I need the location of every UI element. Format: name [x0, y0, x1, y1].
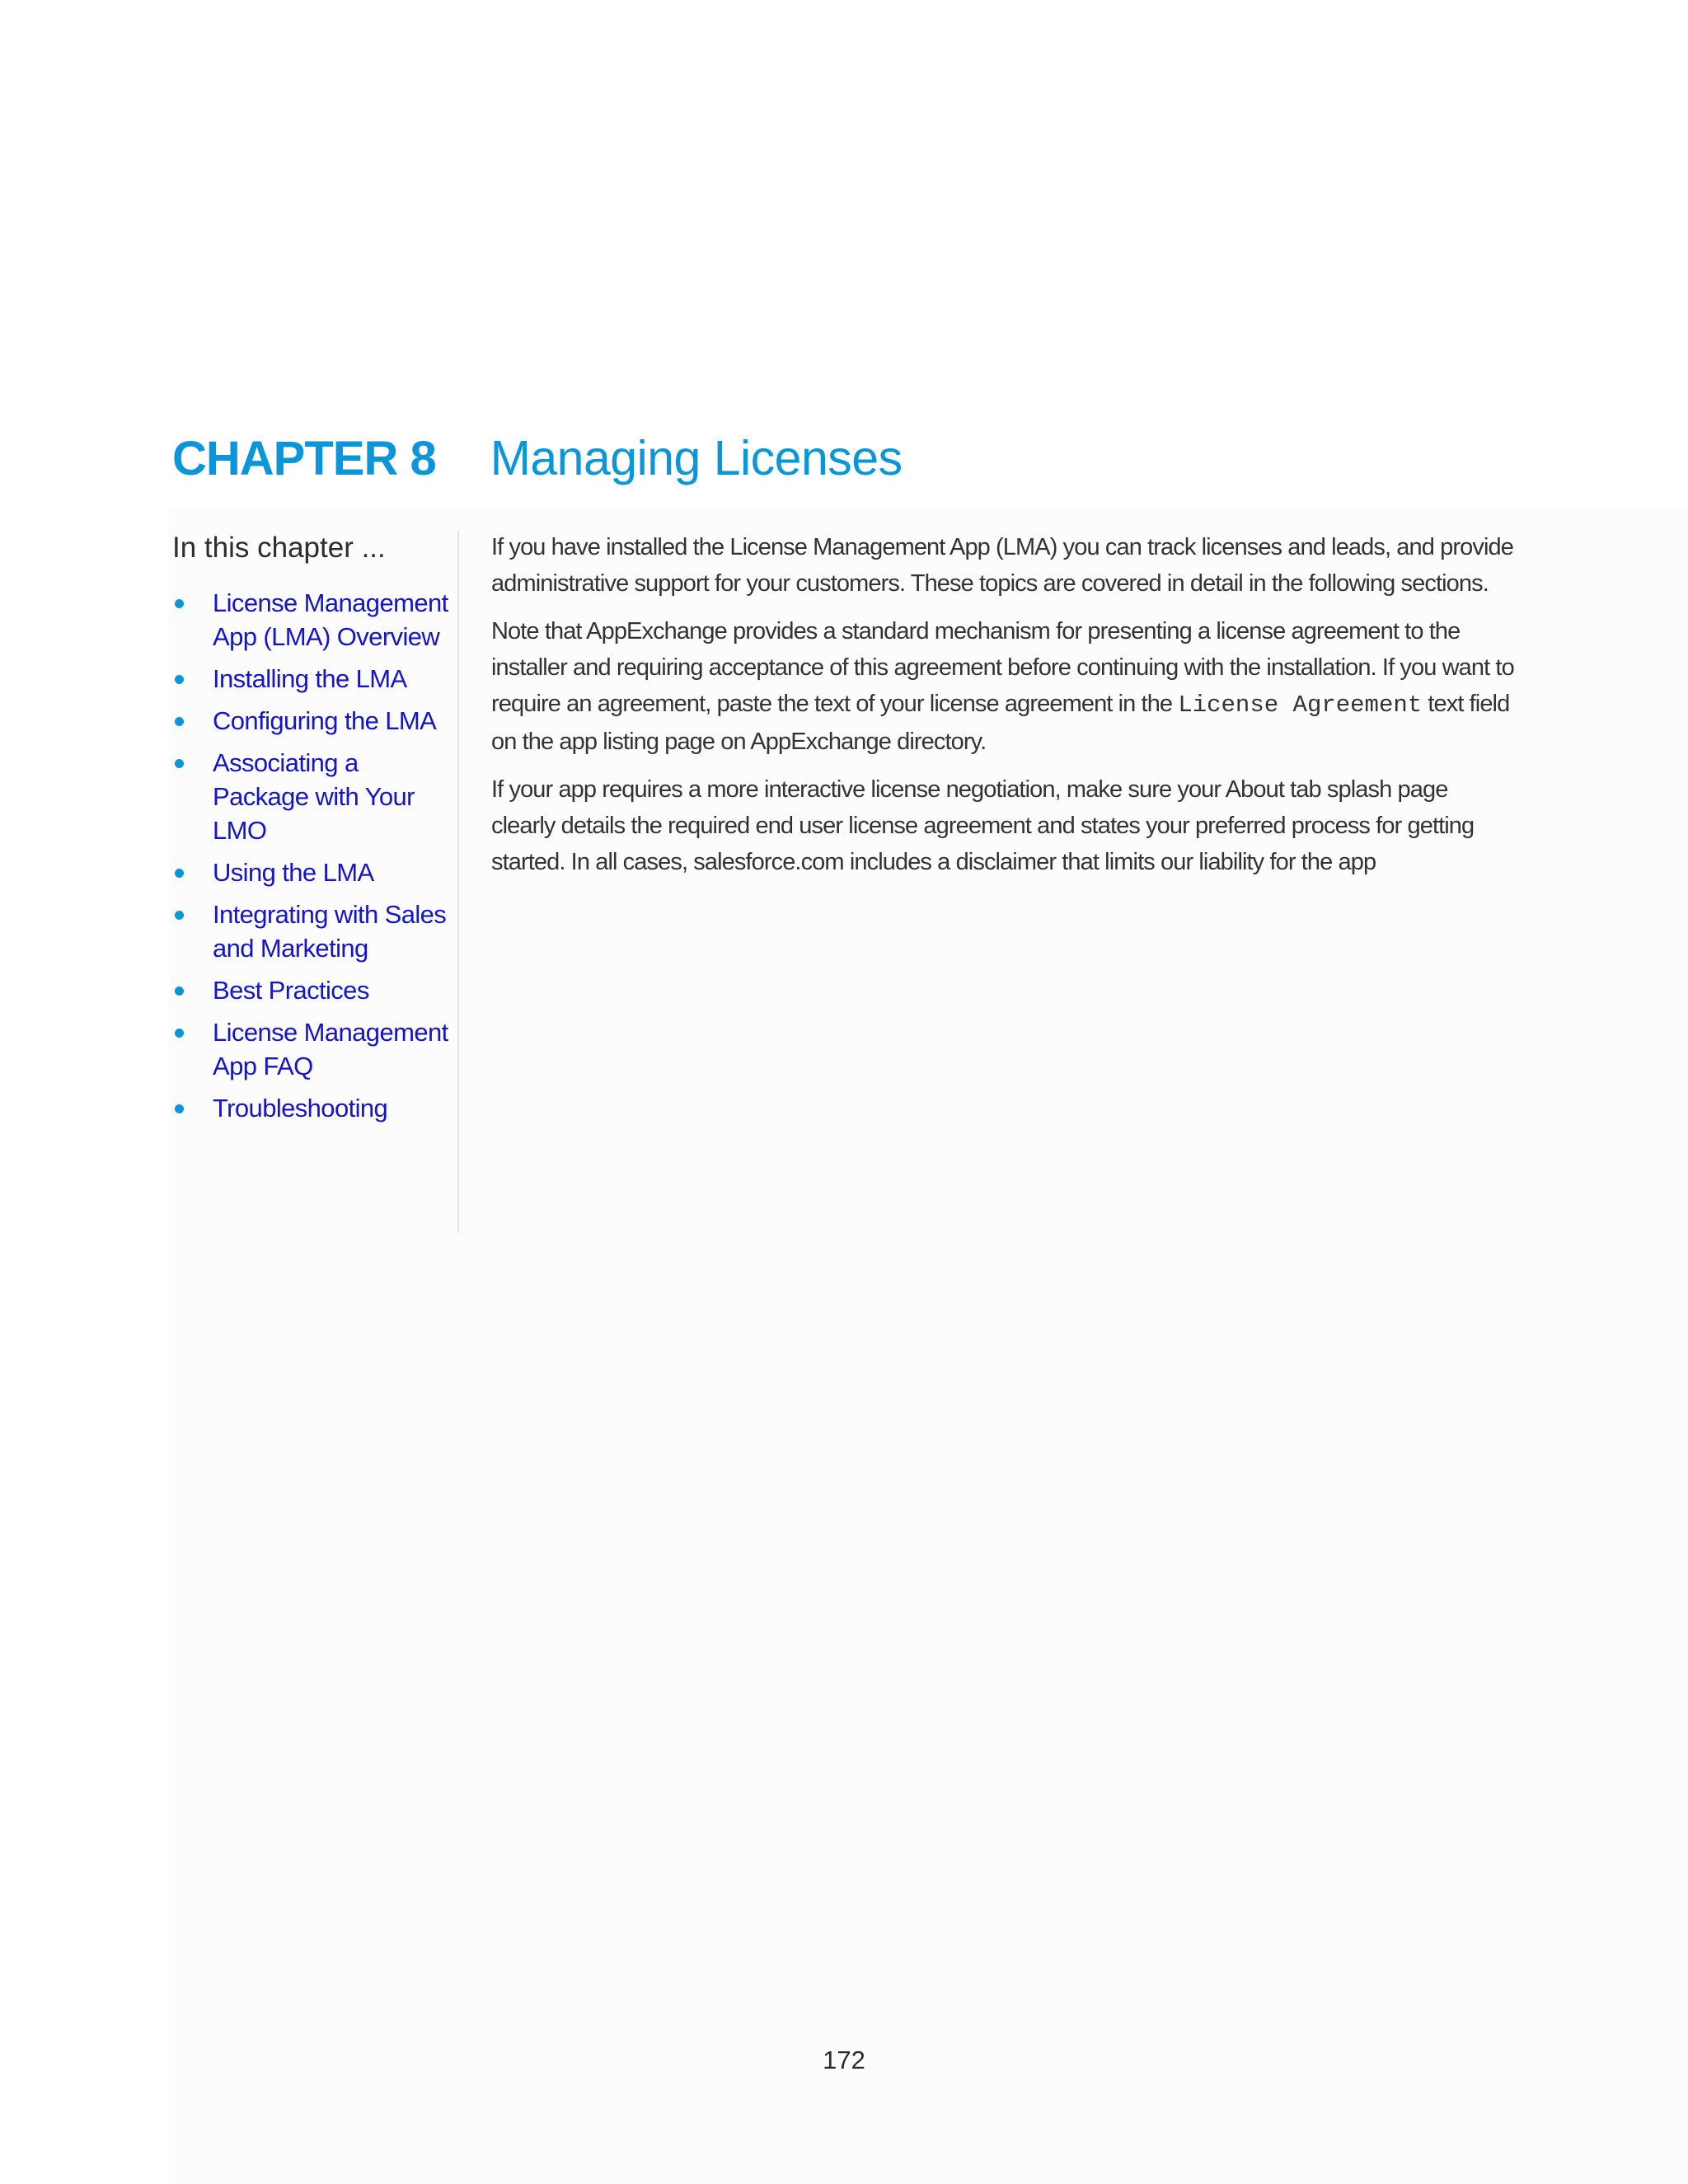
sidebar-heading: In this chapter ... — [172, 532, 386, 564]
bullet-icon — [175, 911, 184, 920]
agreement-text-end: text field on the app listing page on AppExchange directory. — [491, 691, 1510, 755]
negotiation-paragraph: If your app requires a more interactive license negotiation, make sure your About tab splash page clearly details the required end user license agreement and states your preferred process for getting started. In all cases, salesforce.com includes a disclaimer that limits our liability for the app — [491, 776, 1475, 875]
toc-link-troubleshooting[interactable]: Troubleshooting — [213, 1094, 388, 1122]
page-number: 172 — [823, 2046, 865, 2074]
bullet-icon — [175, 599, 184, 608]
bullet-icon — [175, 717, 184, 726]
bullet-icon — [175, 1104, 184, 1113]
toc-link-associating-package[interactable]: Associating a Package with Your LMO — [213, 748, 415, 845]
toc-item — [172, 704, 452, 738]
chapter-toc — [172, 586, 452, 1125]
license-agreement-field-name: License Agreement — [1178, 691, 1423, 719]
sidebar-divider — [457, 530, 459, 1233]
chapter-body — [491, 529, 1517, 892]
toc-link-lma-faq[interactable]: License Management App FAQ — [213, 1018, 448, 1080]
toc-item — [172, 973, 452, 1007]
agreement-paragraph — [491, 613, 1517, 760]
chapter-title: Managing Licenses — [490, 431, 903, 485]
toc-item — [172, 898, 452, 965]
bullet-icon — [175, 759, 184, 768]
toc-link-best-practices[interactable]: Best Practices — [213, 976, 369, 1005]
chapter-label: CHAPTER 8 — [172, 432, 436, 485]
toc-link-configuring-lma[interactable]: Configuring the LMA — [213, 706, 437, 735]
bullet-icon — [175, 1029, 184, 1038]
toc-link-integrating-sales-marketing[interactable]: Integrating with Sales and Marketing — [213, 900, 447, 963]
toc-item — [172, 1015, 452, 1083]
bullet-icon — [175, 869, 184, 878]
toc-item — [172, 746, 452, 847]
toc-item — [172, 1091, 452, 1125]
chapter-sidebar — [172, 527, 452, 1133]
toc-item — [172, 586, 452, 654]
bullet-icon — [175, 987, 184, 996]
toc-link-lma-overview[interactable]: License Management App (LMA) Overview — [213, 588, 448, 651]
bullet-icon — [175, 675, 184, 684]
agreement-text-start: Note that AppExchange provides a standard mechanism for presenting a license agreement to the installer and requiring acceptance of this agreement before continuing with the installation. If you want to require an agreement, paste the text of your license agreement in the — [491, 618, 1514, 717]
toc-link-installing-lma[interactable]: Installing the LMA — [213, 664, 407, 693]
toc-link-using-lma[interactable]: Using the LMA — [213, 858, 374, 887]
intro-paragraph: If you have installed the License Management App (LMA) you can track licenses and leads, and provide administrative support for your customers. These topics are covered in detail in the following sections. — [491, 534, 1513, 597]
toc-item — [172, 855, 452, 889]
chapter-header — [172, 430, 903, 488]
toc-item — [172, 662, 452, 696]
